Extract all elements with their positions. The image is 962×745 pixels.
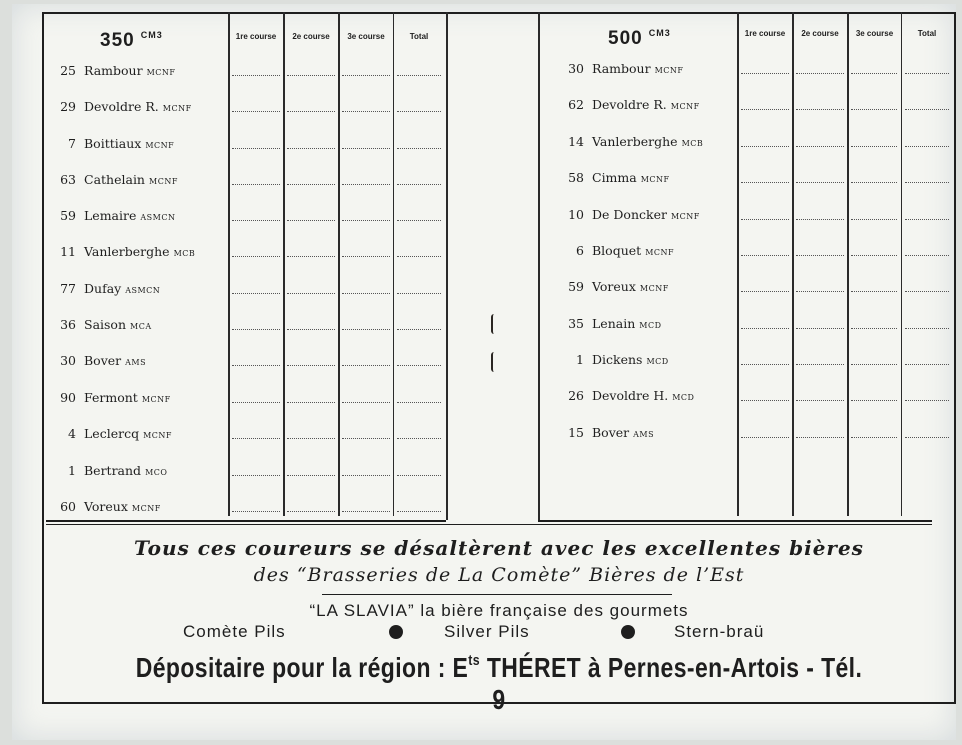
score-entry-line: [851, 146, 897, 147]
score-entry-line: [342, 402, 390, 403]
score-entry-line: [905, 364, 949, 365]
score-entry-line: [287, 329, 335, 330]
score-entry-line: [342, 148, 390, 149]
score-entry-line: [851, 437, 897, 438]
score-entry-line: [232, 402, 280, 403]
score-entry-line: [796, 219, 844, 220]
rider-row: 29 Devoldre R. MCNF: [60, 99, 192, 114]
score-entry-line: [796, 182, 844, 183]
left-col-header-total: Total: [409, 32, 429, 41]
rider-row: 10 De Doncker MCNF: [568, 207, 700, 222]
rider-row: 1 Dickens MCD: [576, 352, 669, 367]
left-col-header-1: 1re course: [235, 32, 277, 41]
right-col-divider-4: [901, 12, 902, 516]
score-entry-line: [905, 73, 949, 74]
score-entry-line: [741, 400, 789, 401]
score-entry-line: [905, 400, 949, 401]
score-entry-line: [232, 148, 280, 149]
score-entry-line: [905, 109, 949, 110]
rider-row: 15 Bover AMS: [568, 425, 655, 440]
ad-slogan: Tous ces coureurs se désaltèrent avec les excellentes bières: [134, 536, 864, 560]
score-entry-line: [851, 109, 897, 110]
score-entry-line: [397, 329, 441, 330]
score-entry-line: [342, 184, 390, 185]
rider-row: 14 Vanlerberghe MCB: [568, 134, 704, 149]
right-col-divider-2: [792, 12, 794, 516]
score-entry-line: [342, 256, 390, 257]
score-entry-line: [342, 365, 390, 366]
score-entry-line: [851, 219, 897, 220]
right-col-divider-3: [847, 12, 849, 516]
rider-row: 6 Bloquet MCNF: [576, 243, 675, 258]
score-entry-line: [741, 182, 789, 183]
score-entry-line: [851, 291, 897, 292]
score-entry-line: [796, 328, 844, 329]
ad-brewery: des “Brasseries de La Comète” Bières de l’Est: [253, 564, 745, 586]
score-entry-line: [741, 364, 789, 365]
score-entry-line: [796, 364, 844, 365]
score-entry-line: [232, 365, 280, 366]
right-col-divider-1: [737, 12, 739, 516]
score-entry-line: [342, 438, 390, 439]
rider-row: 30 Bover AMS: [60, 353, 147, 368]
left-col-divider-3: [338, 12, 340, 516]
rider-row: 77 Dufay ASMCN: [60, 281, 161, 296]
score-entry-line: [397, 256, 441, 257]
left-class-heading: 350 $^{CM3}$: [100, 30, 163, 51]
score-entry-line: [905, 328, 949, 329]
score-entry-line: [397, 111, 441, 112]
rider-row: 11 Vanlerberghe MCB: [60, 244, 196, 259]
rider-row: 30 Rambour MCNF: [568, 61, 684, 76]
score-entry-line: [397, 402, 441, 403]
score-entry-line: [851, 400, 897, 401]
score-entry-line: [397, 511, 441, 512]
score-entry-line: [287, 184, 335, 185]
right-table-bottom-rule: [538, 520, 932, 522]
score-entry-line: [342, 511, 390, 512]
rider-row: 25 Rambour MCNF: [60, 63, 176, 78]
score-entry-line: [796, 146, 844, 147]
score-entry-line: [397, 293, 441, 294]
rider-row: 60 Voreux MCNF: [60, 499, 161, 514]
score-entry-line: [232, 220, 280, 221]
score-entry-line: [741, 328, 789, 329]
score-entry-line: [796, 291, 844, 292]
score-entry-line: [905, 146, 949, 147]
score-entry-line: [796, 73, 844, 74]
score-entry-line: [905, 255, 949, 256]
rider-row: 36 Saison MCA: [60, 317, 152, 332]
score-entry-line: [397, 184, 441, 185]
score-entry-line: [851, 182, 897, 183]
ad-middle-rule: [322, 594, 672, 595]
score-entry-line: [741, 291, 789, 292]
ad-slavia: “LA SLAVIA” la bière française des gourmets: [309, 601, 689, 620]
rider-row: 90 Fermont MCNF: [60, 390, 171, 405]
beer-comete-pils: Comète Pils: [183, 622, 286, 641]
score-entry-line: [905, 291, 949, 292]
score-entry-line: [741, 219, 789, 220]
score-entry-line: [342, 111, 390, 112]
score-entry-line: [741, 255, 789, 256]
score-entry-line: [796, 437, 844, 438]
score-entry-line: [796, 400, 844, 401]
score-entry-line: [397, 148, 441, 149]
score-entry-line: [287, 438, 335, 439]
left-table-bottom-rule: [46, 520, 446, 522]
score-entry-line: [851, 73, 897, 74]
score-entry-line: [287, 256, 335, 257]
rider-row: 62 Devoldre R. MCNF: [568, 97, 700, 112]
score-entry-line: [397, 220, 441, 221]
score-entry-line: [397, 438, 441, 439]
score-entry-line: [287, 148, 335, 149]
score-entry-line: [232, 293, 280, 294]
score-entry-line: [232, 184, 280, 185]
score-entry-line: [342, 475, 390, 476]
score-entry-line: [232, 511, 280, 512]
left-col-divider-2: [283, 12, 285, 516]
beer-silver-pils: Silver Pils: [444, 622, 530, 641]
score-entry-line: [232, 475, 280, 476]
score-entry-line: [287, 475, 335, 476]
rider-row: 59 Lemaire ASMCN: [60, 208, 176, 223]
score-entry-line: [741, 437, 789, 438]
score-entry-line: [232, 329, 280, 330]
left-col-divider-4: [393, 12, 394, 516]
score-entry-line: [287, 511, 335, 512]
score-entry-line: [287, 402, 335, 403]
score-entry-line: [342, 75, 390, 76]
score-entry-line: [851, 255, 897, 256]
rider-row: 35 Lenain MCD: [568, 316, 662, 331]
score-entry-line: [397, 75, 441, 76]
rider-row: 26 Devoldre H. MCD: [568, 388, 695, 403]
score-entry-line: [232, 256, 280, 257]
right-table-edge: [538, 12, 540, 520]
right-col-header-total: Total: [917, 29, 937, 38]
score-entry-line: [905, 437, 949, 438]
score-entry-line: [851, 328, 897, 329]
left-col-header-3: 3e course: [347, 32, 385, 41]
bullet-icon: [389, 625, 403, 639]
right-col-header-2: 2e course: [801, 29, 839, 38]
score-entry-line: [342, 220, 390, 221]
score-entry-line: [397, 365, 441, 366]
left-col-divider-1: [228, 12, 230, 516]
score-entry-line: [796, 109, 844, 110]
rider-row: 1 Bertrand MCO: [68, 463, 168, 478]
bullet-icon: [621, 625, 635, 639]
right-class-heading: 500 $^{CM3}$: [608, 28, 671, 49]
ad-top-rule: [46, 524, 932, 525]
score-entry-line: [741, 146, 789, 147]
staple: [491, 314, 499, 334]
ad-depositaire: Dépositaire pour la région : $E^{ts}$ THÉRET à Pernes-en-Artois - Tél. 9: [135, 652, 863, 715]
score-entry-line: [287, 293, 335, 294]
rider-row: 58 Cimma MCNF: [568, 170, 670, 185]
score-entry-line: [287, 365, 335, 366]
score-entry-line: [232, 75, 280, 76]
score-entry-line: [741, 73, 789, 74]
score-entry-line: [232, 438, 280, 439]
rider-row: 59 Voreux MCNF: [568, 279, 669, 294]
left-table-edge: [446, 12, 448, 520]
score-entry-line: [287, 75, 335, 76]
right-col-header-1: 1re course: [744, 29, 786, 38]
score-entry-line: [232, 111, 280, 112]
score-entry-line: [342, 293, 390, 294]
left-col-header-2: 2e course: [292, 32, 330, 41]
beer-stern-brau: Stern-braü: [674, 622, 765, 641]
score-entry-line: [905, 219, 949, 220]
score-entry-line: [342, 329, 390, 330]
score-entry-line: [905, 182, 949, 183]
rider-row: 63 Cathelain MCNF: [60, 172, 178, 187]
score-entry-line: [397, 475, 441, 476]
score-entry-line: [287, 111, 335, 112]
right-col-header-3: 3e course: [855, 29, 894, 38]
score-entry-line: [796, 255, 844, 256]
staple: [491, 352, 499, 372]
score-entry-line: [287, 220, 335, 221]
score-entry-line: [741, 109, 789, 110]
rider-row: 7 Boittiaux MCNF: [68, 136, 175, 151]
rider-row: 4 Leclercq MCNF: [68, 426, 172, 441]
score-entry-line: [851, 364, 897, 365]
